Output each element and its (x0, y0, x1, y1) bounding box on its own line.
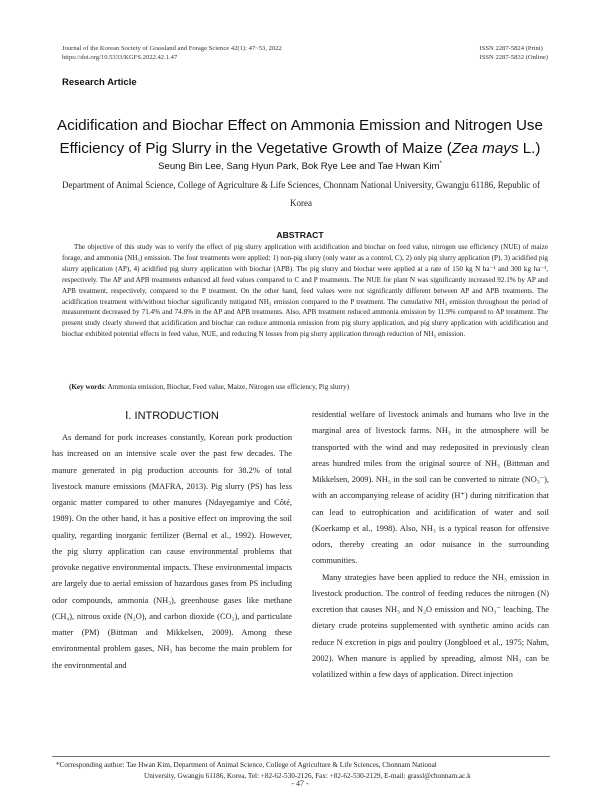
abstract-body (62, 242, 548, 340)
keywords (69, 382, 549, 392)
page-number: - 47 - (291, 779, 309, 788)
doi-link[interactable]: https://doi.org/10.5333/KGFS.2022.42.1.47 (62, 54, 178, 61)
abstract-text: The objective of this study was to verify the effect of pig slurry application with acidification and biochar on feed value, nitrogen use efficiency (NUE) of maize forage, and ammonia (NH₃) emission. The four treatments were applied: 1) non-pig slurry (only water as a control, C), 2) only pig slurry application (P), 3) acidified pig slurry application (AP), 4) acidified pig slurry application with biochar (APB). The pig slurry and biochar were applied at a rate of 150 kg N ha⁻¹ and 300 kg ha⁻¹, respectively. The AP and APB treatments enhanced all feed values compared to C and P treatments. The NUE for plant N was significantly increased 92.1% by AP and APB treatment, respectively, compared to the P treatment. On the other hand, feed values were not significantly different between AP and APB treatments. The acidification treatment with/without biochar significantly mitigated NH₃ emission compared to the P treatment. The cumulative NH₃ emission throughout the period of measurement decreased by 71.4% and 74.8% in the AP and APB treatments. Also, APB treatment reduced ammonia emission by 11.9% compared to AP treatment. The present study clearly showed that acidification and biochar can reduce ammonia emission from pig slurry application, and pig slurry application with acidification and biochar exhibited potential effects in feed value, NUE, and reducing N losses from pig slurry application through reduction of NH₃ emission. (62, 243, 548, 339)
species-name: Zea mays (451, 140, 519, 157)
right-column (312, 407, 549, 683)
journal-citation: Journal of the Korean Society of Grassland and Forage Science 42(1): 47~53, 2022 (62, 45, 282, 52)
footnote-line-2: University, Gwangju 61186, Korea, Tel: +82-62-530-2126, Fax: +82-62-530-2129, E-mail: grassl@chonnam.ac.k (144, 771, 471, 780)
corresponding-author-footnote (56, 760, 546, 781)
paper-title (40, 114, 560, 160)
journal-header (62, 44, 282, 62)
left-column (52, 430, 292, 674)
affiliation: Department of Animal Science, College of Agriculture & Life Sciences, Chonnam National University, Gwangju 61186, Republic of Korea (62, 180, 540, 208)
authors-text: Seung Bin Lee, Sang Hyun Park, Bok Rye Lee and Tae Hwan Kim (158, 161, 440, 173)
intro-paragraph-1: As demand for pork increases constantly, Korean pork production has increased on an intensive scale over the past few decades. The manure generated in pig production accounts for 38.2% of total livestock manure emissions (MAFRA, 2013). Pig slurry (PS) has less organic matter compared to other manures (Ndayegamiye and Côté, 1989). On the other hand, it has a positive effect on improving the soil quality, regarding inorganic fertilizer (Bernal et al., 1992). However, the pig slurry application can cause environmental problems that provoke negative environmental impacts. These environmental impacts are largely due to aerial emission of hazardous gases from PS including odor compounds, ammonia (NH₃), greenhouse gases like methane (CH₄), nitrous oxide (N₂O), and carbon dioxide (CO₂), and particulate matter (PM) (Bittman and Mikkelsen, 2009). Among these environmental problem gases, NH₃ has become the main problem for the environmental and (52, 433, 292, 670)
intro-paragraph-2: Many strategies have been applied to reduce the NH₃ emission in livestock production. The control of feeding reduces the nitrogen (N) excretion that causes NH₃ and N₂O emission and NO₃⁻ leaching. The dietary crude proteins supplemented with synthetic amino acids can reduce N excretion in pigs and poultry (Jongbloed et al., 1975; Nahm, 2002). When manure is applied by spreading, almost NH₃ can be volatilized within a few days of application. Direct injection (312, 572, 549, 679)
corresponding-mark: * (439, 161, 442, 167)
footnote-divider (52, 756, 550, 757)
footnote-line-1: *Corresponding author: Tae Hwan Kim, Department of Animal Science, College of Agriculture & Life Sciences, Chonnam National (56, 761, 437, 769)
abstract-heading: ABSTRACT (276, 230, 324, 240)
keywords-list: : Ammonia emission, Biochar, Feed value, Maize, Nitrogen use efficiency, Pig slurry) (104, 383, 350, 391)
section-heading-introduction: Ⅰ. INTRODUCTION (125, 410, 219, 422)
article-type: Research Article (62, 77, 137, 88)
issn-print: ISSN 2287-5824 (Print) (479, 45, 543, 52)
author-list (40, 161, 560, 172)
title-line-1: Acidification and Biochar Effect on Ammonia Emission and Nitrogen Use (57, 117, 543, 134)
title-line-2-post: L.) (518, 140, 541, 157)
keywords-label: (Key words (69, 383, 105, 391)
title-line-2-pre: Efficiency of Pig Slurry in the Vegetative Growth of Maize ( (59, 140, 452, 157)
title-line-2 (40, 137, 560, 160)
issn-online: ISSN 2287-5832 (Online) (479, 54, 548, 61)
intro-paragraph-1-cont: residential welfare of livestock animals and humans who live in the marginal area of livestock farms. NH₃ in the atmosphere will be transported with the wind and may redeposited in previously clean areas hundred miles from the original source of NH₃ (Bittman and Mikkelsen, 2009). NH₃ in the soil can be converted to nitrate (NO₃⁻), with an accompanying release of acidity (H⁺) during nitrification that can lead to eutrophication and acidification of water and soil (Koerkamp et al., 1998). Also, NH₃ is a typical reason for offensive odors, thereby creating an odor nuisance in the surrounding communities. (312, 410, 549, 566)
issn-block (480, 44, 549, 62)
